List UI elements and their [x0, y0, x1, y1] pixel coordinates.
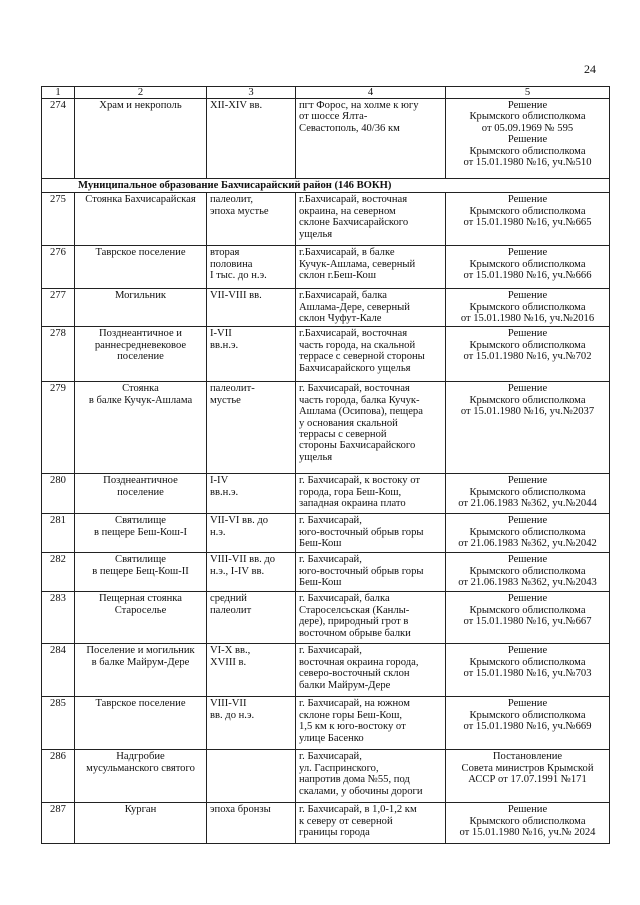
monument-location-line: г. Бахчисарай, [299, 554, 362, 566]
row-number [42, 99, 75, 179]
monument-period [207, 553, 296, 592]
monument-location-line: 1,5 км к юго-востоку от [299, 721, 406, 733]
monument-name-line: в балке Майрум-Дере [91, 656, 190, 668]
monument-name-line: Позднеантичное [103, 475, 178, 487]
monument-location-line: часть города, балка Кучук- [299, 394, 420, 406]
monument-location-line: улице Басенко [299, 732, 364, 744]
monument-location [296, 474, 446, 514]
monument-location-line: г. Бахчисарай, балка [299, 593, 390, 605]
protection-document-line: Решение [507, 515, 548, 527]
monument-name [75, 750, 207, 803]
monument-name [75, 474, 207, 514]
monument-name [75, 193, 207, 246]
protection-document-line: АССР от 17.07.1991 №171 [468, 774, 587, 786]
row-number [42, 246, 75, 289]
monument-name [75, 327, 207, 382]
row-number-line: 280 [50, 475, 66, 487]
monument-period-line: н.э., I-IV вв. [210, 565, 265, 577]
protection-document-line: от 21.06.1983 №362, уч.№2042 [458, 538, 597, 550]
monument-name-line: Таврское поселение [95, 698, 186, 710]
table-row [42, 327, 610, 382]
monument-location-line: г. Бахчисарай, [299, 751, 362, 763]
row-number [42, 697, 75, 750]
monument-name [75, 553, 207, 592]
monument-location-line: склоне горы Беш-Кош, [299, 709, 403, 721]
row-number-line: 283 [50, 593, 66, 605]
monument-location-line: Бахчисарайского ущелья [299, 362, 411, 374]
monument-location [296, 289, 446, 327]
monument-location [296, 246, 446, 289]
row-number [42, 750, 75, 803]
monument-location-line: пгт Форос, на холме к югу [299, 100, 419, 111]
row-number-line: 281 [50, 515, 66, 527]
monument-location-line: террасе с северной стороны [299, 351, 425, 363]
header-cell: 5 [446, 87, 610, 99]
protection-document [446, 750, 610, 803]
monument-location-line: дере), природный грот в [299, 616, 409, 628]
monument-location-line: склон г.Беш-Кош [299, 270, 377, 282]
protection-document [446, 803, 610, 844]
row-number-line: 275 [50, 194, 66, 206]
row-number [42, 514, 75, 553]
monument-location [296, 99, 446, 179]
protection-document-line: Решение [507, 134, 548, 146]
monument-name-line: поселение [117, 486, 164, 498]
protection-document [446, 592, 610, 644]
monument-location-line: г. Бахчисарай, в 1,0-1,2 км [299, 804, 417, 816]
monument-name [75, 246, 207, 289]
protection-document-line: Решение [507, 475, 548, 487]
monument-name-line: Стоянка Бахчисарайская [85, 194, 196, 206]
protection-document-line: от 15.01.1980 №16, уч.№665 [463, 217, 592, 229]
monument-location-line: Беш-Кош [299, 577, 342, 589]
monument-period-line: вв.н.э. [210, 339, 239, 351]
section-title: Муниципальное образование Бахчисарайский район (146 ВОКН) [42, 179, 610, 193]
monument-name-line: Храм и некрополь [99, 100, 182, 111]
table-row [42, 750, 610, 803]
monument-location-line: напротив дома №55, под [299, 774, 410, 786]
monument-period-line: палеолит, [210, 194, 254, 206]
protection-document [446, 644, 610, 697]
monument-location-line: к северу от северной [299, 815, 393, 827]
protection-document-line: Решение [507, 554, 548, 566]
monument-name-line: Таврское поселение [95, 247, 186, 259]
protection-document [446, 514, 610, 553]
monument-name-line: Надгробие [116, 751, 165, 763]
table-row [42, 803, 610, 844]
table-row [42, 474, 610, 514]
protection-document [446, 193, 610, 246]
table-header-row [42, 87, 610, 99]
monument-period-line: эпоха бронзы [210, 804, 271, 816]
table-row [42, 592, 610, 644]
protection-document [446, 553, 610, 592]
header-cell: 4 [296, 87, 446, 99]
monument-location-line: склон Чуфут-Кале [299, 313, 382, 325]
protection-document-line: Крымского облисполкома [469, 486, 586, 498]
protection-document-line: Решение [507, 194, 548, 206]
monument-period-line: половина [210, 258, 253, 270]
protection-document-line: Крымского облисполкома [469, 394, 586, 406]
header-cell: 1 [42, 87, 75, 99]
monument-period [207, 514, 296, 553]
monument-name-line: в пещере Беш-Кош-I [93, 526, 188, 538]
monument-location-line: ущелья [299, 228, 333, 240]
row-number-line: 279 [50, 383, 66, 395]
monument-period-line: вв. до н.э. [210, 709, 255, 721]
monument-period-line: I тыс. до н.э. [210, 270, 267, 282]
monument-period-line: VII-VI вв. до [210, 515, 269, 527]
monument-period [207, 697, 296, 750]
row-number [42, 553, 75, 592]
protection-document [446, 474, 610, 514]
row-number-line: 282 [50, 554, 66, 566]
row-number-line: 277 [50, 290, 66, 302]
monument-period-line: вторая [210, 247, 240, 259]
protection-document-line: Решение [507, 290, 548, 302]
monument-location-line: Ашлама (Осипова), пещера [299, 406, 423, 418]
protection-document-line: Крымского облисполкома [469, 301, 586, 313]
monument-period-line: VIII-VII [210, 698, 247, 710]
protection-document-line: Решение [507, 593, 548, 605]
monument-location-line: восточном обрыве балки [299, 627, 411, 639]
monument-period [207, 382, 296, 474]
row-number [42, 474, 75, 514]
monument-period [207, 193, 296, 246]
table-row [42, 99, 610, 179]
monument-location-line: Беш-Кош [299, 538, 342, 550]
protection-document [446, 99, 610, 179]
monument-name-line: Староселье [114, 604, 167, 616]
monument-period-line: XVIII в. [210, 656, 247, 668]
row-number-line: 278 [50, 328, 66, 340]
monument-location-line: окраина, на северном [299, 205, 396, 217]
monument-location-line: г.Бахчисарай, восточная [299, 194, 408, 206]
monument-name-line: поселение [117, 351, 164, 363]
monument-location-line: г. Бахчисарай, на южном [299, 698, 410, 710]
monument-period [207, 246, 296, 289]
row-number-line: 286 [50, 751, 66, 763]
header-cell: 3 [207, 87, 296, 99]
monument-location-line: балки Майрум-Дере [299, 679, 391, 691]
row-number-line: 284 [50, 645, 66, 657]
protection-document-line: Крымского облисполкома [469, 258, 586, 270]
protection-document-line: от 15.01.1980 №16, уч.№ 2024 [459, 827, 596, 839]
monument-location-line: города, гора Беш-Кош, [299, 486, 402, 498]
monument-period-line: вв.н.э. [210, 486, 239, 498]
monuments-table [41, 86, 610, 844]
monument-location-line: у основания скальной [299, 417, 398, 429]
monument-period-line: VIII-VII вв. до [210, 554, 276, 566]
monument-location [296, 592, 446, 644]
protection-document [446, 382, 610, 474]
monument-name-line: Могильник [114, 290, 167, 302]
monument-location [296, 697, 446, 750]
monument-name-line: раннесредневековое [94, 339, 187, 351]
monument-location-line: границы города [299, 827, 370, 839]
monument-period [207, 474, 296, 514]
monument-location-line: ущелья [299, 451, 333, 463]
protection-document-line: Крымского облисполкома [469, 815, 586, 827]
row-number [42, 382, 75, 474]
monument-location-line: от шоссе Ялта- [299, 111, 368, 123]
table-row [42, 514, 610, 553]
row-number-line: 274 [50, 100, 66, 111]
monument-period-line: средний [210, 593, 247, 605]
monument-location [296, 514, 446, 553]
protection-document-line: Решение [507, 100, 548, 111]
monument-location-line: Ашлама-Дере, северный [299, 301, 410, 313]
monument-location-line: ул. Гаспринского, [299, 762, 379, 774]
monument-location-line: стороны Бахчисарайского [299, 440, 416, 452]
monument-period [207, 289, 296, 327]
monument-location-line: скалами, у обочины дороги [299, 785, 423, 797]
protection-document-line: Решение [507, 383, 548, 395]
row-number [42, 193, 75, 246]
table-row [42, 382, 610, 474]
monument-location [296, 750, 446, 803]
monument-location-line: восточная окраина города, [299, 656, 419, 668]
protection-document-line: от 21.06.1983 №362, уч.№2043 [458, 577, 597, 589]
protection-document-line: Совета министров Крымской [461, 762, 594, 774]
monument-period [207, 803, 296, 844]
monument-period [207, 99, 296, 179]
protection-document-line: от 15.01.1980 №16, уч.№510 [463, 157, 592, 169]
monument-name-line: в балке Кучук-Ашлама [88, 394, 193, 406]
monument-name [75, 697, 207, 750]
protection-document-line: Крымского облисполкома [469, 709, 586, 721]
monument-name-line: в пещере Бещ-Кош-II [92, 565, 189, 577]
monument-location [296, 382, 446, 474]
monument-name [75, 803, 207, 844]
protection-document-line: Крымского облисполкома [469, 656, 586, 668]
section-row [42, 179, 610, 193]
monument-location-line: Кучук-Ашлама, северный [299, 258, 416, 270]
protection-document-line: от 15.01.1980 №16, уч.№669 [463, 721, 592, 733]
table-row [42, 193, 610, 246]
protection-document-line: Решение [507, 247, 548, 259]
monument-name [75, 99, 207, 179]
monument-name [75, 289, 207, 327]
monument-location-line: г. Бахчисарай, восточная [299, 383, 410, 395]
protection-document-line: Крымского облисполкома [469, 111, 586, 123]
monument-period-line: палеолит [210, 604, 252, 616]
protection-document-line: Решение [507, 804, 548, 816]
protection-document-line: Крымского облисполкома [469, 205, 586, 217]
monument-period-line: н.э. [210, 526, 226, 538]
protection-document-line: Крымского облисполкома [469, 339, 586, 351]
monument-name-line: Курган [124, 804, 157, 816]
monument-period-line: VII-VIII вв. [210, 290, 262, 302]
protection-document-line: Решение [507, 698, 548, 710]
protection-document-line: Крымского облисполкома [469, 145, 586, 157]
table-row [42, 553, 610, 592]
monument-period [207, 327, 296, 382]
protection-document-line: от 21.06.1983 №362, уч.№2044 [458, 498, 597, 510]
protection-document-line: Крымского облисполкома [469, 565, 586, 577]
protection-document [446, 697, 610, 750]
protection-document-line: от 15.01.1980 №16, уч.№667 [463, 616, 592, 628]
row-number [42, 644, 75, 697]
protection-document-line: от 05.09.1969 № 595 [481, 122, 574, 134]
monument-name-line: Святилище [115, 515, 166, 527]
table-row [42, 246, 610, 289]
protection-document-line: Постановление [492, 751, 563, 763]
monument-location-line: г. Бахчисарай, [299, 645, 362, 657]
row-number [42, 289, 75, 327]
protection-document-line: Крымского облисполкома [469, 526, 586, 538]
monument-location [296, 803, 446, 844]
monument-location-line: юго-восточный обрыв горы [299, 526, 424, 538]
monument-location-line: Староселсьская (Канлы- [299, 604, 410, 616]
protection-document-line: от 15.01.1980 №16, уч.№702 [463, 351, 592, 363]
monument-name [75, 592, 207, 644]
protection-document-line: Решение [507, 328, 548, 340]
protection-document-line: от 15.01.1980 №16, уч.№703 [463, 668, 592, 680]
monument-location [296, 644, 446, 697]
monument-location [296, 553, 446, 592]
page-number: 24 [584, 62, 596, 76]
monument-name-line: Стоянка [122, 383, 159, 395]
header-cell: 2 [75, 87, 207, 99]
table-row [42, 697, 610, 750]
monument-name [75, 382, 207, 474]
monument-location-line: Севастополь, 40/36 км [299, 122, 400, 134]
table-row [42, 289, 610, 327]
monument-location-line: западная окраина плато [299, 498, 406, 510]
monument-location-line: г.Бахчисарай, восточная [299, 328, 408, 340]
monument-period-line: XII-XIV вв. [210, 100, 263, 111]
table-row [42, 644, 610, 697]
monument-location-line: склоне Бахчисарайского [299, 217, 409, 229]
monument-location-line: юго-восточный обрыв горы [299, 565, 424, 577]
row-number-line: 285 [50, 698, 66, 710]
row-number [42, 327, 75, 382]
monument-location-line: г. Бахчисарай, к востоку от [299, 475, 420, 487]
monument-name-line: Позднеантичное и [99, 328, 182, 340]
protection-document [446, 289, 610, 327]
protection-document [446, 246, 610, 289]
protection-document-line: от 15.01.1980 №16, уч.№666 [463, 270, 592, 282]
monument-period-line: палеолит- [210, 383, 255, 395]
row-number [42, 803, 75, 844]
monument-period-line: VI-X вв., [210, 645, 251, 657]
monument-location [296, 327, 446, 382]
row-number [42, 592, 75, 644]
monument-period-line: мустье [210, 394, 241, 406]
monument-name [75, 514, 207, 553]
monument-name-line: Поселение и могильник [86, 645, 195, 657]
monument-period [207, 644, 296, 697]
monument-name-line: мусульманского святого [86, 762, 195, 774]
monument-location-line: террасы с северной [299, 429, 387, 441]
monument-name [75, 644, 207, 697]
monument-period-line: I-VII [210, 328, 232, 340]
monument-location-line: г. Бахчисарай, [299, 515, 362, 527]
monument-period [207, 592, 296, 644]
protection-document [446, 327, 610, 382]
protection-document-line: от 15.01.1980 №16, уч.№2016 [460, 313, 595, 325]
monument-period-line: эпоха мустье [210, 205, 269, 217]
protection-document-line: Решение [507, 645, 548, 657]
row-number-line: 287 [50, 804, 66, 816]
protection-document-line: от 15.01.1980 №16, уч.№2037 [460, 406, 595, 418]
monument-location-line: г.Бахчисарай, в балке [299, 247, 395, 259]
monument-location [296, 193, 446, 246]
monument-location-line: северо-восточный склон [299, 668, 410, 680]
row-number-line: 276 [50, 247, 66, 259]
protection-document-line: Крымского облисполкома [469, 604, 586, 616]
monument-name-line: Святилище [115, 554, 166, 566]
monument-location-line: часть города, на скальной [299, 339, 416, 351]
monument-location-line: г.Бахчисарай, балка [299, 290, 388, 302]
monument-period [207, 750, 296, 803]
monument-name-line: Пещерная стоянка [99, 593, 182, 605]
monument-period-line: I-IV [210, 475, 229, 487]
